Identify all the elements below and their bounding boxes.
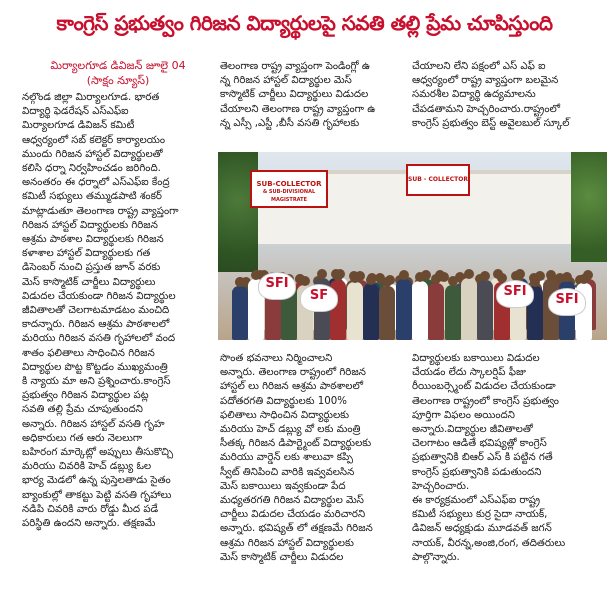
article-line: జీవితాలతో చెలగాటమాడటం మంచిది (22, 305, 170, 317)
article-line: పరిస్థితి ఉందని అన్నారు. తక్షణమే (22, 518, 156, 530)
protester (461, 278, 477, 340)
protester-head (366, 275, 376, 285)
article-line: బహిరంగ మార్కెట్లో అప్పులు తీసుకొచ్చి (22, 447, 174, 459)
article-column-left (22, 91, 214, 607)
article-line: చేయాలని తెలంగాణ రాష్ట్ర వ్యాప్తంగా ఉ (220, 103, 376, 115)
protester (396, 279, 412, 340)
article-line: మెస్ బకాయిలు ఇవ్వకుండా పేద (220, 480, 346, 492)
article-line: అన్నారు. తెలంగాణ రాష్ట్రంలో గిరిజన (220, 367, 366, 379)
article-line: మరియు గిరిజన వసతి గృహాలలో వంద (22, 333, 176, 345)
article-line: కాస్మొటిక్ చార్జీలు విద్యార్థులు విడుదల (220, 89, 369, 101)
protester-head (579, 274, 589, 284)
article-line: కాంగ్రెస్ ప్రభుత్వం బెస్ట్ అవైలబుల్ స్కూల్ (412, 117, 570, 129)
article-line: చేపడతామని హెచ్చరించారు.రాష్ట్రంలో (412, 103, 560, 115)
protester-head (317, 269, 327, 279)
article-line: మధ్యతరగతి గిరిజన విద్యార్థుల మెస్ (220, 495, 364, 507)
protester (363, 284, 379, 340)
article-line: ముందు గిరిజన హాస్టల్ విద్యార్థులతో (22, 148, 163, 160)
article-line: భార్య మెడలో ఉన్న పుస్తెలతాడు సైతం (22, 475, 171, 487)
sub-collector-board-subtitle: & SUB-DIVISIONAL MAGISTRATE (262, 189, 316, 203)
article-line: ఆశ్రమ గిరిజన హాస్టల్ విద్యార్థులకు (220, 537, 354, 549)
article-line: న్న ఎస్సీ ,ఎస్టీ ,బీసీ వసతి గృహాలకు (220, 117, 360, 129)
article-line: పూర్తిగా విఫలం అయిందని (412, 409, 515, 421)
protester (232, 286, 248, 340)
article-line: సమరశీల విద్యార్థి ఉద్యమాలను (412, 89, 536, 101)
article-line: విద్యార్థుల పొట్ట కొట్టడం ముఖ్యమంత్రి (22, 361, 168, 373)
protester (412, 281, 428, 340)
dateline (22, 58, 214, 90)
article-line: మెస్ కాస్మొటిక్ చార్జీలు విద్యార్థులు (22, 276, 156, 288)
article-line: హాస్టల్ లు గిరిజన ఆశ్రమ పాఠశాలలో (220, 381, 363, 393)
sub-collector-board-title: SUB-COLLECTOR (256, 180, 322, 188)
article-line: కమిటీ సభ్యులు తమ్ముడపాటి శంకర్ (22, 191, 162, 203)
dateline-place: మిర్యాలగూడ డివిజన్ జూలై 04 (50, 59, 186, 72)
article-line: చెలగాటం ఆడితే భవిష్యత్లో కాంగ్రెస్ (412, 438, 547, 450)
article-line: మరియు హెచ్ డబ్ల్యు వో లకు మంత్రి (220, 424, 361, 436)
article-line: విడుదల చేయకుండా గిరిజన విద్యార్థుల (22, 290, 176, 302)
article-line: పాల్గొన్నారు. (412, 551, 460, 563)
article-line: సీతక్క గిరిజన డిపార్ట్మెంట్ విద్యార్థులకు (220, 438, 372, 450)
article-line: న్న గిరిజన హాస్టల్ విద్యార్థుల మెస్ (220, 75, 352, 87)
protester (477, 280, 493, 340)
article-line: విద్యార్థులకు బకాయిలు విడుదల (412, 353, 540, 364)
article-line: ప్రభుత్వానికి బిఆర్ ఎస్ కి పట్టిన గతే (412, 452, 553, 464)
article-line: కలిసి ధర్నా నిర్వహించడం జరిగింది. (22, 163, 161, 175)
protester-head (464, 269, 474, 279)
sfi-placard: SF (300, 284, 338, 312)
article-line: నాయక్, వీరన్న,అంజి,రంగ, తదితరులు (412, 537, 566, 549)
article-line: ఆధ్వర్యంలో రాష్ట్ర వ్యాప్తంగా బలమైన (412, 75, 559, 87)
protester-head (480, 271, 490, 281)
article-line: బ్యాంకుల్లో తాకట్టు పెట్టి వసతి గృహాలు (22, 489, 172, 501)
sfi-placard: SFI (548, 288, 586, 316)
article-line: అధికారులు గత ఆరు నెలలుగా (22, 432, 143, 444)
article-line: ఆధ్వర్యంలో సబ్ కలెక్టర్ కార్యాలయం (22, 134, 165, 146)
article-column-middle-bottom (220, 352, 408, 607)
protester-head (350, 273, 360, 283)
article-line: మరియు చివరికి హెచ్ డబ్ల్యు ఓల (22, 461, 152, 473)
sub-collector-board-2 (406, 164, 470, 196)
article-line: సొంత భవనాలు నిర్మించాలని (220, 353, 333, 364)
article-line: డిసెంబర్ నుంచి ప్రస్తుత జూన్ వరకు (22, 262, 161, 274)
article-column-right-top (412, 60, 606, 150)
article-line: కళాశాల హాస్టల్ విద్యార్థులకు గత (22, 248, 151, 260)
article-line: నడిపి చివరికి వారు రోడ్డు మీద పడే (22, 503, 159, 515)
article-line: మరియు వార్డెన్ లకు శాలువా కప్పి (220, 452, 353, 464)
article-line: పదోతరగతి విద్యార్థులకు 100% (220, 395, 347, 407)
article-line: నల్గొండ జిల్లా మిర్యాలగూడ. భారత (22, 92, 160, 103)
protester-head (235, 277, 245, 287)
article-line: విద్యార్థి ఫెడరేషన్ ఎస్ఎఫ్ఐ (22, 106, 129, 118)
protester-head (546, 270, 556, 280)
protester (347, 282, 363, 340)
protester-head (399, 270, 409, 280)
headline: కాంగ్రెస్ ప్రభుత్వం గిరిజన విద్యార్థులపై సవతి తల్లి ప్రేమ చూపిస్తుంది (56, 11, 553, 35)
sub-collector-board-2-title: SUB - COLLECTOR (408, 176, 468, 183)
article-line: మిర్యాలగూడ డివిజన్ కమిటీ (22, 120, 135, 132)
dateline-source: (సాక్షం న్యూస్) (86, 74, 150, 87)
article-line: మెస్ కాస్మొటిక్ చార్జీలు విడుదల (220, 551, 344, 563)
article-line: శాతం ఫలితాలు సాధించిన గిరిజన (22, 347, 155, 359)
article-line: అనంతరం ఈ ధర్నాలో ఎస్ఎఫ్ఐ కేంద్ర (22, 177, 170, 189)
protester (445, 285, 461, 340)
sfi-placard: SFI (258, 272, 296, 300)
article-line: స్వీట్ తినిపించి వారికి ఇవ్వవలసిన (220, 466, 355, 478)
article-line: కాంగ్రెస్ ప్రభుత్వానికి పడుతుందని (412, 466, 542, 478)
article-line: ఫలితాలు సాధించిన విద్యార్థులకు (220, 409, 350, 421)
protester-head (415, 272, 425, 282)
article-line: అన్నారు. భవిష్యత్ లో తక్షణమే గిరిజన (220, 523, 373, 535)
article-line: గిరిజన హాస్టల్ విద్యార్థులకు గిరిజన (22, 219, 158, 231)
article-line: కాదన్నారు. గిరిజన ఆశ్రమ పాఠశాలలో (22, 319, 170, 331)
article-line: ఈ కార్యక్రమంలో ఎస్ఎఫ్ఐ రాష్ట్ర (412, 495, 541, 507)
article-line: చేయాలని లేని పక్షంలో ఎస్ ఎఫ్ ఐ (412, 61, 546, 72)
protester-head (300, 276, 310, 286)
article-line: హెచ్చరించారు. (412, 480, 470, 492)
article-line: అన్నారు. గిరిజన హాస్టల్ వసతి గృహ (22, 418, 165, 430)
article-line: తెలంగాణ రాష్ట్ర వ్యాప్తంగా పెండింగ్లో ఉ (220, 61, 371, 72)
article-line: రీయింబర్స్మెంట్ విడుదల చేయకుండా (412, 381, 556, 393)
protest-photo (218, 152, 607, 340)
protester-head (448, 276, 458, 286)
article-line: అన్నారు.విద్యార్థుల జీవితాలతో (412, 424, 533, 436)
article-line: మాట్లాడుతూ తెలంగాణ రాష్ట్ర వ్యాప్తంగా (22, 205, 179, 217)
article-column-right-bottom (412, 352, 606, 607)
sub-collector-board (250, 170, 328, 208)
article-line: డివిజన్ అధ్యక్షుడు మూడవత్ జగన్ (412, 523, 552, 535)
article-line: ఆశ్రమ పాఠశాల విద్యార్థులకు గిరిజన (22, 234, 164, 246)
crowd (228, 222, 598, 340)
article-column-middle-top (220, 60, 408, 150)
protester (428, 283, 444, 340)
article-line: చార్జీలు విడుదల చేయడం మరిచారని (220, 509, 366, 521)
article-line: కి న్యాయ మా అని ప్రశ్నించారు.కాంగ్రెస్ (22, 376, 171, 388)
sfi-placard: SFI (496, 280, 534, 308)
article-line: తెలంగాణ రాష్ట్రంలో కాంగ్రెస్ ప్రభుత్వం (412, 395, 559, 407)
article-line: కమిటీ సభ్యులు కుర్ర సైదా నాయక్, (412, 509, 548, 521)
article-line: చేయడం లేదు స్కాలర్షిప్ ఫీజు (412, 367, 526, 379)
article-line: ప్రభుత్వం గిరిజన విద్యార్థుల పట్ల (22, 390, 149, 402)
article-line: సవతి తల్లి ప్రేమ చూపుతుందని (22, 404, 143, 416)
protester (379, 286, 395, 340)
